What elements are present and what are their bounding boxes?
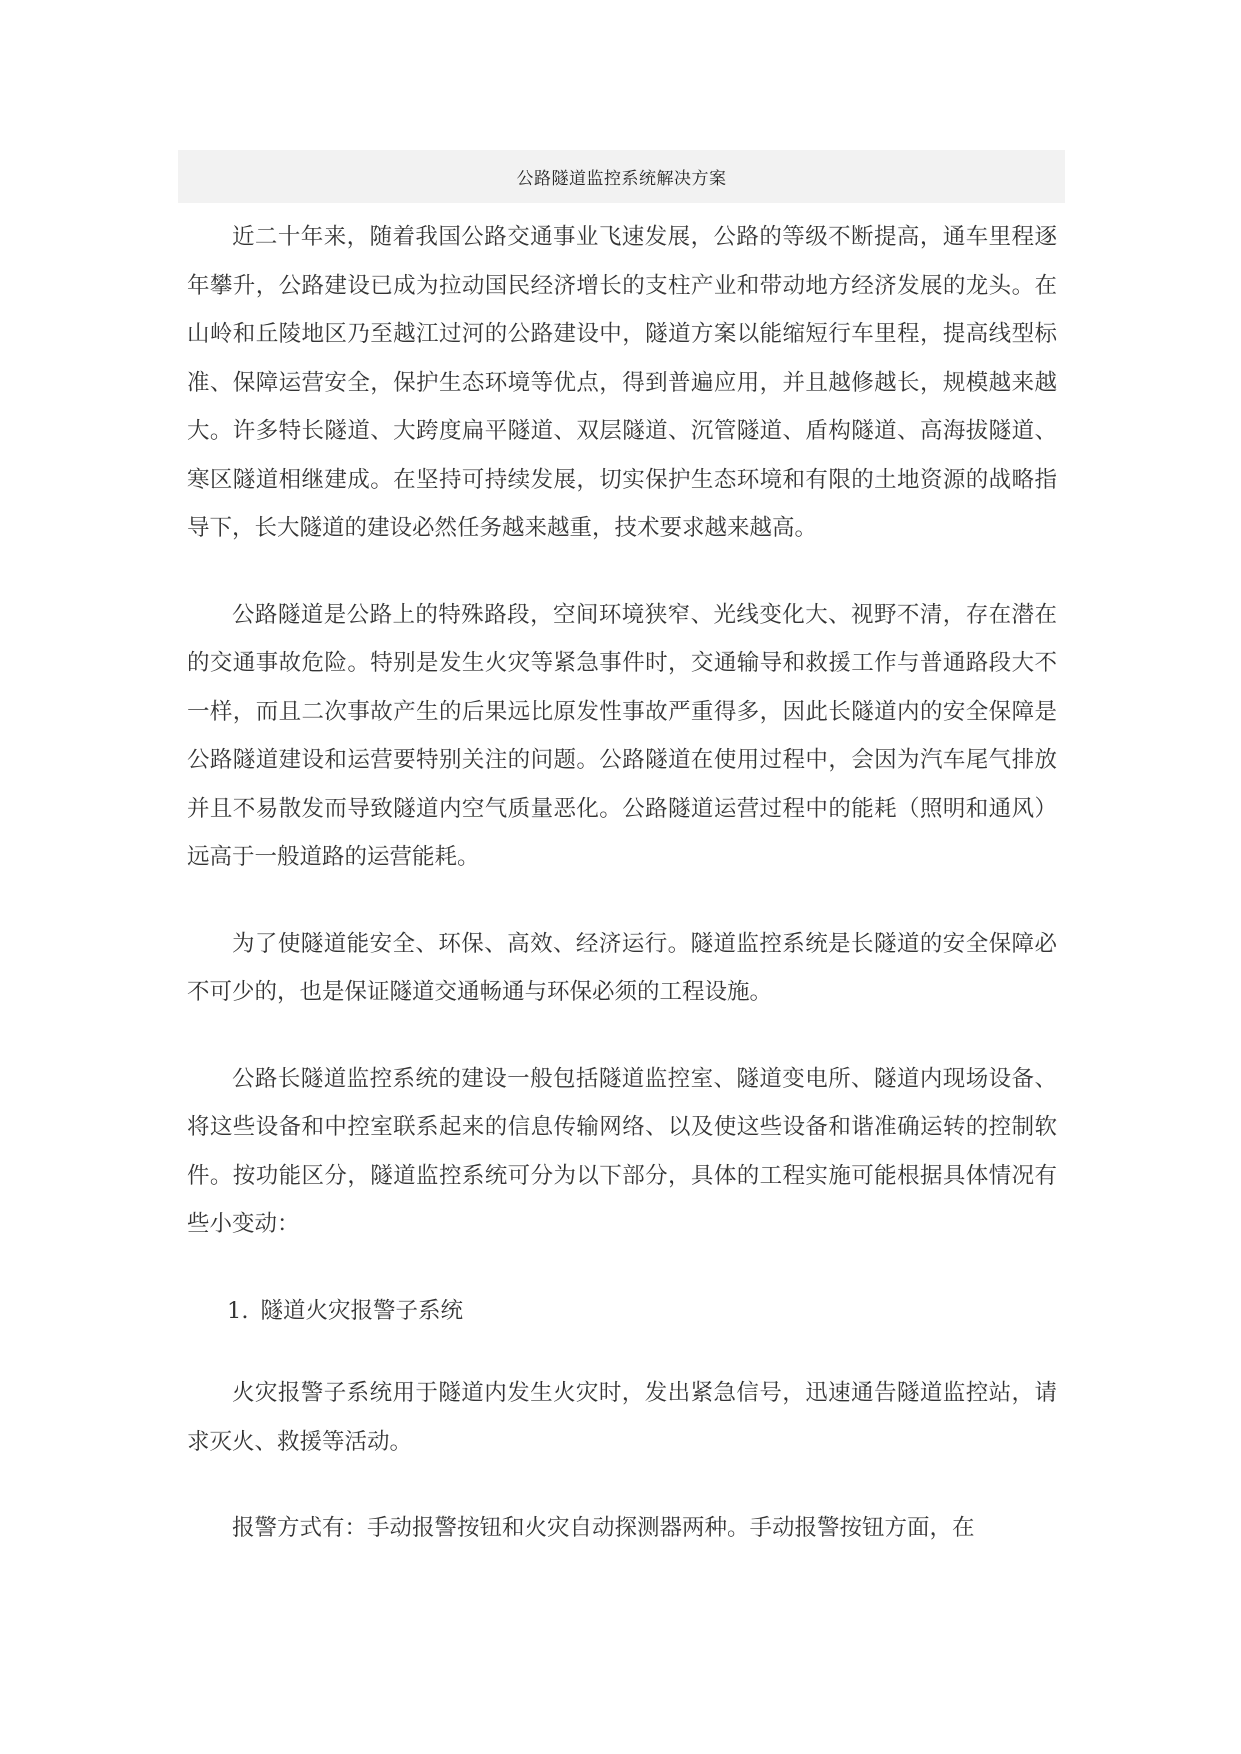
document-body xyxy=(187,213,1057,1591)
paragraph-monitoring-purpose: 为了使隧道能安全、环保、高效、经济运行。隧道监控系统是长隧道的安全保障必不可少的，也是保证隧道交通畅通与环保必须的工程设施。 xyxy=(187,930,1057,1005)
document-title: 公路隧道监控系统解决方案 xyxy=(516,169,727,189)
list-item-number: 1. xyxy=(227,1297,249,1324)
list-item-fire-alarm-subsystem xyxy=(187,1287,1057,1336)
paragraph-system-components: 公路长隧道监控系统的建设一般包括隧道监控室、隧道变电所、隧道内现场设备、将这些设备和中控室联系起来的信息传输网络、以及使这些设备和谐准确运转的控制软件。按功能区分，隧道监控系统可分为以下部分，具体的工程实施可能根据具体情况有些小变动： xyxy=(187,1065,1057,1237)
document-header-bar xyxy=(178,150,1065,203)
list-item-text: 隧道火灾报警子系统 xyxy=(260,1297,463,1324)
paragraph-tunnel-risks: 公路隧道是公路上的特殊路段，空间环境狭窄、光线变化大、视野不清，存在潜在的交通事故危险。特别是发生火灾等紧急事件时，交通输导和救援工作与普通路段大不一样，而且二次事故产生的后果远比原发性事故严重得多，因此长隧道内的安全保障是公路隧道建设和运营要特别关注的问题。公路隧道在使用过程中，会因为汽车尾气排放并且不易散发而导致隧道内空气质量恶化。公路隧道运营过程中的能耗（照明和通风）远高于一般道路的运营能耗。 xyxy=(187,601,1057,870)
paragraph-fire-alarm-function: 火灾报警子系统用于隧道内发生火灾时，发出紧急信号，迅速通告隧道监控站，请求灭火、救援等活动。 xyxy=(187,1380,1057,1455)
paragraph-alarm-methods: 报警方式有：手动报警按钮和火灾自动探测器两种。手动报警按钮方面，在 xyxy=(232,1515,975,1541)
paragraph-intro: 近二十年来，随着我国公路交通事业飞速发展，公路的等级不断提高，通车里程逐年攀升，公路建设已成为拉动国民经济增长的支柱产业和带动地方经济发展的龙头。在山岭和丘陵地区乃至越江过河的公路建设中，隧道方案以能缩短行车里程，提高线型标准、保障运营安全，保护生态环境等优点，得到普遍应用，并且越修越长，规模越来越大。许多特长隧道、大跨度扁平隧道、双层隧道、沉管隧道、盾构隧道、高海拔隧道、寒区隧道相继建成。在坚持可持续发展，切实保护生态环境和有限的土地资源的战略指导下，长大隧道的建设必然任务越来越重，技术要求越来越高。 xyxy=(187,224,1057,541)
